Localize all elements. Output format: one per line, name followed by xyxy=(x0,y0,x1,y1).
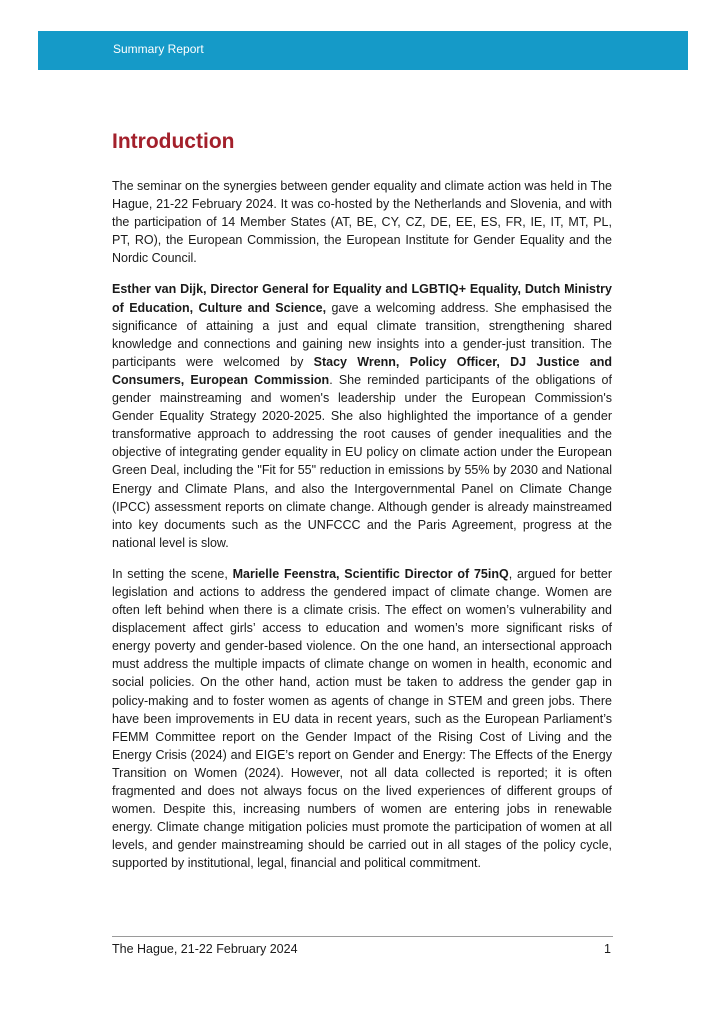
page-title: Introduction xyxy=(112,130,235,153)
header-band xyxy=(38,31,688,70)
paragraph-text: In setting the scene, xyxy=(112,566,233,581)
speaker-name: Marielle Feenstra, Scientific Director of 75inQ xyxy=(232,566,509,581)
scene-paragraph xyxy=(112,565,612,873)
header-label: Summary Report xyxy=(113,42,204,56)
main-content xyxy=(112,128,612,885)
intro-paragraph: The seminar on the synergies between gender equality and climate action was held in The Hague, 21-22 February 2024. It was co-hosted by the Netherlands and Slovenia, and with the participation of 14 Member States (AT, BE, CY, CZ, DE, EE, ES, FR, IE, IT, MT, PL, PT, RO), the European Commission, the European Institute for Gender Equality and the Nordic Council. xyxy=(112,179,612,266)
paragraph-text: , argued for better legislation and actions to address the gendered impact of climate change. Women are often left behind when there is a climate crisis. The effect on women’s vulnerability and displacement affect girls’ access to education and women’s more significant risks of energy poverty and gender-based violence. On the one hand, an intersectional approach must address the multiple impacts of climate change on women in health, economic and social policies. On the other hand, action must be taken to address the gender gap in policy-making and to foster women as agents of change in STEM and green jobs. There have been improvements in EU data in recent years, such as the European Parliament’s FEMM Committee report on the Gender Impact of the Rising Cost of Living and the Energy Crisis (2024) and EIGE’s report on Gender and Energy: The Effects of the Energy Transition on Women (2024). However, not all data collected is reported; it is often fragmented and does not always focus on the lived experiences of different groups of women. Despite this, increasing numbers of women are entering jobs in renewable energy. Climate change mitigation policies must promote the participation of women at all levels, and gender mainstreaming should be carried out in all stages of the policy cycle, supported by institutional, legal, financial and political commitment. xyxy=(112,566,613,871)
speaker-name: Esther van Dijk, Director General for Equality and LGBTIQ+ Equality, Dutch Ministry of Education, Culture and Science, xyxy=(112,282,612,315)
footer-divider xyxy=(112,936,613,937)
paragraph-text: gave a welcoming address. She emphasised the significance of attaining a just and equal climate transition, strengthening shared knowledge and connections and gaining new insights into a gender-just transition. The participants were welcomed by xyxy=(112,300,613,369)
page-number: 1 xyxy=(604,942,611,956)
footer-location-date: The Hague, 21-22 February 2024 xyxy=(112,942,298,956)
paragraph-text: . She reminded participants of the obligations of gender mainstreaming and women's leadership under the European Commission's Gender Equality Strategy 2020-2025. She also highlighted the importance of a gender transformative approach to addressing the root causes of gender inequalities and the objective of integrating gender equality in EU policy on climate action under the European Green Deal, including the "Fit for 55" reduction in emissions by 55% by 2030 and National Energy and Climate Plans, and also the Intergovernmental Panel on Climate Change (IPCC) assessment reports on climate change. Although gender is already mainstreamed into key documents such as the UNFCCC and the Paris Agreement, progress at the national level is slow. xyxy=(112,372,612,550)
speaker-name: Stacy Wrenn, Policy Officer, DJ Justice and Consumers, European Commission xyxy=(112,354,612,387)
welcome-paragraph xyxy=(112,280,612,551)
